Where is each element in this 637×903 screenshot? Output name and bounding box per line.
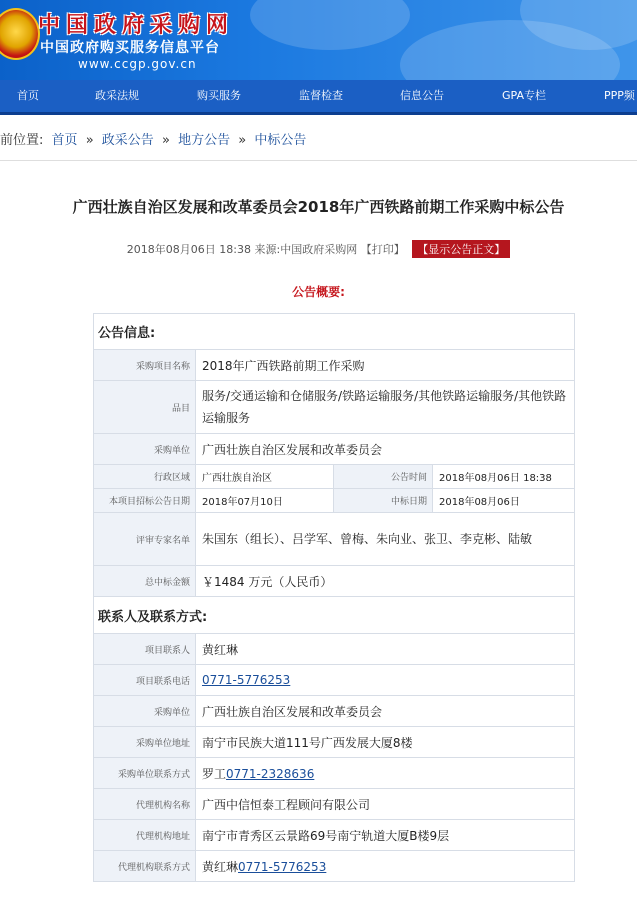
breadcrumb-local-notices[interactable]: 地方公告	[178, 133, 231, 148]
field-label: 评审专家名单	[94, 513, 196, 566]
project-contact-value: 黄红琳	[196, 634, 575, 665]
agency-contact-phone-link[interactable]: 0771-5776253	[238, 859, 327, 874]
table-row	[94, 465, 575, 489]
field-label: 采购单位	[94, 696, 196, 727]
tender-date-value: 2018年07月10日	[196, 489, 334, 513]
buyer-value: 广西壮族自治区发展和改革委员会	[196, 434, 575, 465]
table-row	[94, 789, 575, 820]
field-label: 总中标金额	[94, 566, 196, 597]
project-phone-cell	[196, 665, 575, 696]
nav-item-ppp[interactable]: PPP频	[604, 89, 635, 102]
field-label: 公告时间	[334, 465, 433, 489]
banner-cloud-decoration	[250, 0, 410, 50]
table-row	[94, 314, 575, 350]
breadcrumb-award-notices[interactable]: 中标公告	[254, 133, 307, 148]
national-emblem-icon	[0, 8, 40, 60]
experts-value: 朱国东（组长）、吕学军、曾梅、朱向业、张卫、李克彬、陆敏	[196, 513, 575, 566]
section-notice-info: 公告信息:	[94, 314, 575, 350]
breadcrumb-home[interactable]: 首页	[51, 133, 78, 148]
site-url: www.ccgp.gov.cn	[78, 57, 197, 71]
breadcrumb-separator: »	[161, 133, 170, 148]
table-row	[94, 489, 575, 513]
nav-item-supervision[interactable]: 监督检查	[299, 89, 343, 102]
show-full-text-button[interactable]: 【显示公告正文】	[412, 240, 510, 258]
breadcrumb-procurement-notices[interactable]: 政采公告	[101, 133, 154, 148]
field-label: 代理机构联系方式	[94, 851, 196, 882]
source-label: 来源:	[254, 243, 281, 256]
field-label: 中标日期	[334, 489, 433, 513]
breadcrumb	[0, 128, 310, 154]
table-row	[94, 513, 575, 566]
source-name: 中国政府采购网	[280, 243, 358, 256]
table-row	[94, 758, 575, 789]
table-row	[94, 634, 575, 665]
field-label: 行政区域	[94, 465, 196, 489]
field-label: 代理机构地址	[94, 820, 196, 851]
site-logo-subtitle: 中国政府购买服务信息平台	[40, 40, 220, 56]
table-row	[94, 597, 575, 634]
agency-address-value: 南宁市青秀区云景路69号南宁轨道大厦B楼9层	[196, 820, 575, 851]
page-title: 广西壮族自治区发展和改革委员会2018年广西铁路前期工作采购中标公告	[72, 198, 565, 216]
breadcrumb-separator: »	[238, 133, 247, 148]
field-label: 采购单位	[94, 434, 196, 465]
nav-item-regulations[interactable]: 政采法规	[95, 89, 139, 102]
section-contact-info: 联系人及联系方式:	[94, 597, 575, 634]
summary-heading: 公告概要:	[292, 285, 345, 299]
buyer-contact-cell	[196, 758, 575, 789]
nav-item-announcements[interactable]: 信息公告	[400, 89, 444, 102]
agency-contact-name: 黄红琳	[202, 859, 239, 874]
project-name-value: 2018年广西铁路前期工作采购	[196, 350, 575, 381]
table-row	[94, 434, 575, 465]
field-label: 采购单位地址	[94, 727, 196, 758]
field-label: 项目联系人	[94, 634, 196, 665]
breadcrumb-separator: »	[85, 133, 94, 148]
project-phone-link[interactable]: 0771-5776253	[202, 673, 291, 687]
print-link[interactable]: 【打印】	[360, 243, 405, 256]
field-label: 代理机构名称	[94, 789, 196, 820]
agency-contact-cell	[196, 851, 575, 882]
buyer-address-value: 南宁市民族大道111号广西发展大厦8楼	[196, 727, 575, 758]
main-nav	[0, 80, 637, 115]
publish-date: 2018年08月06日 18:38	[126, 243, 251, 256]
total-amount-value: ￥1484 万元（人民币）	[196, 566, 575, 597]
nav-item-gpa[interactable]: GPA专栏	[502, 89, 546, 102]
nav-item-purchase-services[interactable]: 购买服务	[197, 89, 241, 102]
field-label: 品目	[94, 381, 196, 434]
agency-name-value: 广西中信恒泰工程顾问有限公司	[196, 789, 575, 820]
table-row	[94, 727, 575, 758]
divider	[0, 160, 637, 161]
category-value: 服务/交通运输和仓储服务/铁路运输服务/其他铁路运输服务/其他铁路运输服务	[196, 381, 575, 434]
field-label: 本项目招标公告日期	[94, 489, 196, 513]
buyer-contact-phone-link[interactable]: 0771-2328636	[226, 766, 315, 781]
notice-summary-table	[93, 313, 575, 882]
table-row	[94, 820, 575, 851]
field-label: 采购单位联系方式	[94, 758, 196, 789]
buyer-contact-unit-value: 广西壮族自治区发展和改革委员会	[196, 696, 575, 727]
table-row	[94, 350, 575, 381]
table-row	[94, 665, 575, 696]
table-row	[94, 566, 575, 597]
publish-time-value: 2018年08月06日 18:38	[433, 465, 575, 489]
field-label: 项目联系电话	[94, 665, 196, 696]
table-row	[94, 381, 575, 434]
site-banner	[0, 0, 637, 80]
award-date-value: 2018年08月06日	[433, 489, 575, 513]
region-value: 广西壮族自治区	[196, 465, 334, 489]
table-row	[94, 851, 575, 882]
table-row	[94, 696, 575, 727]
field-label: 采购项目名称	[94, 350, 196, 381]
article-meta	[0, 240, 637, 258]
buyer-contact-name: 罗工	[202, 766, 227, 781]
breadcrumb-prefix: 前位置:	[0, 133, 44, 148]
site-logo-title[interactable]: 中国政府采购网	[38, 12, 235, 38]
nav-item-home[interactable]: 首页	[17, 89, 39, 102]
